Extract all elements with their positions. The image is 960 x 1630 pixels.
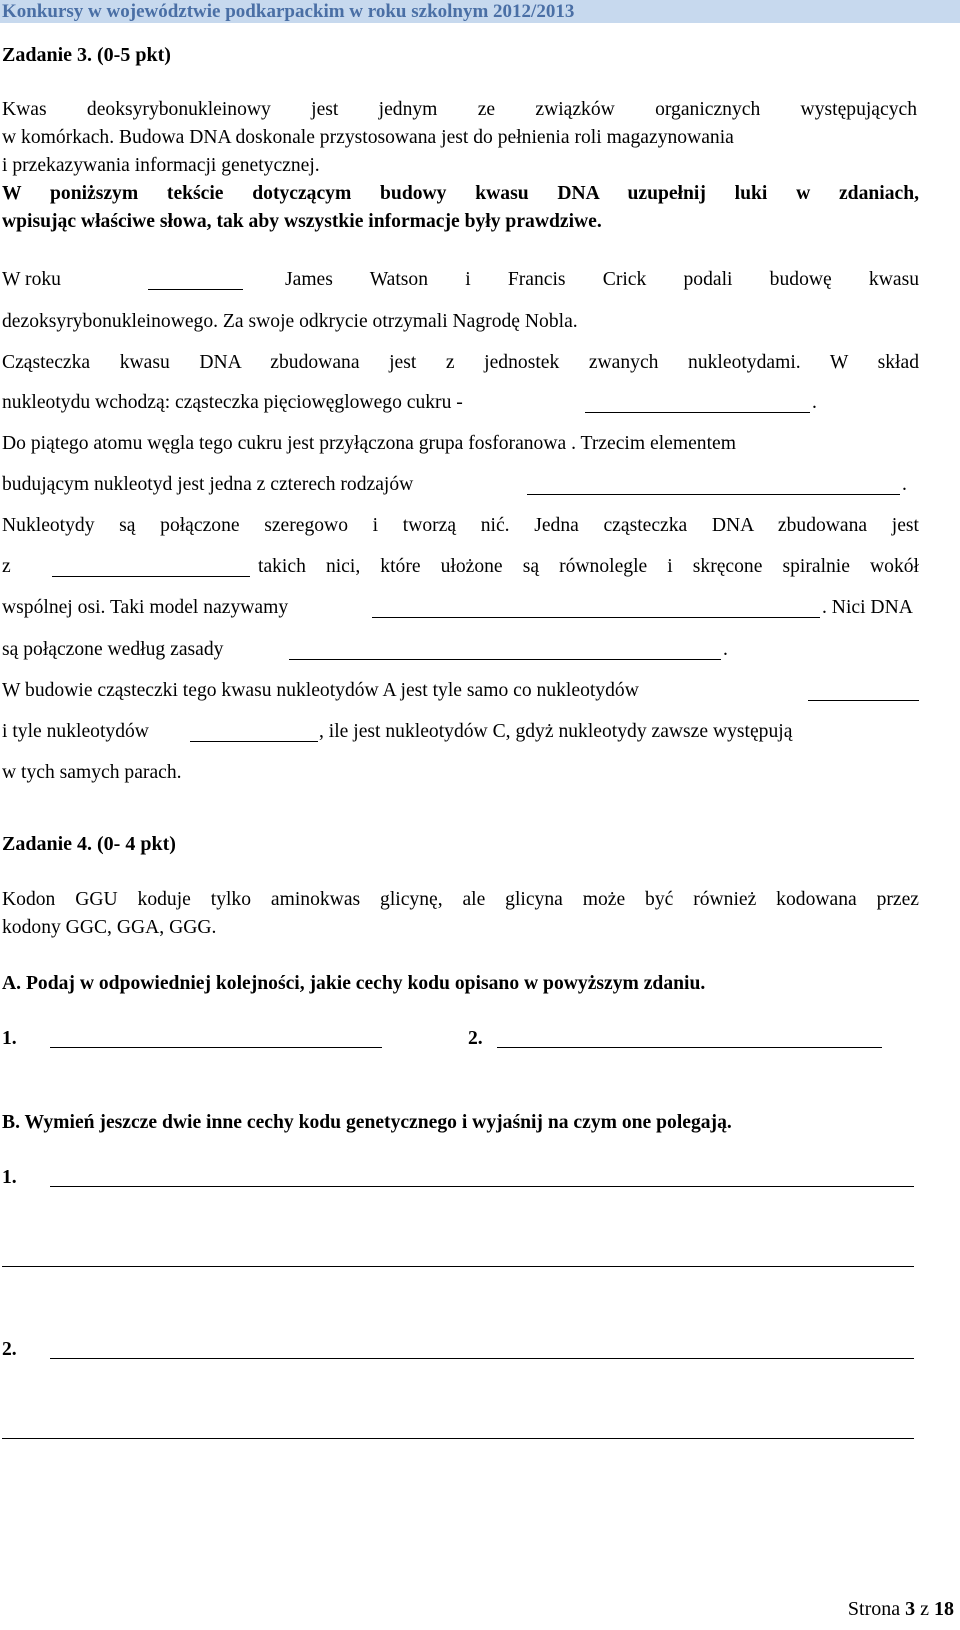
- text-line-3: Cząsteczka kwasu DNA zbudowana jest z jednostek zwanych nukleotydami. W skład: [2, 352, 919, 373]
- text-line-9a: wspólnej osi. Taki model nazywamy: [2, 597, 289, 618]
- blank-model[interactable]: [372, 617, 820, 618]
- text-line-2: dezoksyrybonukleinowego. Za swoje odkrycie otrzymali Nagrodę Nobla.: [2, 311, 578, 332]
- part-a-number-1: 1.: [2, 1028, 17, 1049]
- text-line-12b: , ile jest nukleotydów C, gdyż nukleotydy zawsze występują: [319, 721, 793, 742]
- text-line-10b: .: [723, 639, 728, 660]
- text-line-4a: nukleotydu wchodzą: cząsteczka pięciowęglowego cukru -: [2, 392, 463, 413]
- answer-b-2-line-1[interactable]: [50, 1358, 914, 1359]
- blank-nucleotide-2[interactable]: [190, 741, 318, 742]
- text-line-8a: z: [2, 556, 11, 577]
- text-line-10a: są połączone według zasady: [2, 639, 224, 660]
- text-line-8b: takich nici, które ułożone są równolegle i skręcone spiralnie wokół: [258, 556, 919, 577]
- blank-bases[interactable]: [527, 494, 900, 495]
- task4-part-b: B. Wymień jeszcze dwie inne cechy kodu genetycznego i wyjaśnij na czym one polegają.: [2, 1112, 732, 1133]
- task3-intro-line-1: Kwas deoksyrybonukleinowy jest jednym ze związków organicznych występujących: [2, 99, 917, 120]
- part-b-number-1: 1.: [2, 1167, 17, 1188]
- task4-intro-line-2: kodony GGC, GGA, GGG.: [2, 917, 217, 938]
- text-line-1b: James Watson i Francis Crick podali budowę kwasu: [285, 269, 919, 290]
- text-line-11: W budowie cząsteczki tego kwasu nukleotydów A jest tyle samo co nukleotydów: [2, 680, 639, 701]
- task3-instruction-line-1: W poniższym tekście dotyczącym budowy kwasu DNA uzupełnij luki w zdaniach,: [2, 183, 919, 204]
- answer-b-2-line-2[interactable]: [2, 1438, 914, 1439]
- task4-title: Zadanie 4. (0- 4 pkt): [2, 833, 176, 855]
- footer-label: Strona: [847, 1598, 901, 1620]
- text-line-4b: .: [812, 392, 817, 413]
- blank-nucleotide-1[interactable]: [808, 700, 919, 701]
- text-line-13: w tych samych parach.: [2, 762, 182, 783]
- text-line-6b: .: [902, 474, 907, 495]
- part-a-number-2: 2.: [468, 1028, 483, 1049]
- text-line-5: Do piątego atomu węgla tego cukru jest przyłączona grupa fosforanowa . Trzecim elementem: [2, 433, 736, 454]
- footer-of: z: [920, 1598, 929, 1620]
- text-line-1a: W roku: [2, 269, 61, 290]
- text-line-9b: . Nici DNA: [822, 597, 913, 618]
- task3-intro-line-2: w komórkach. Budowa DNA doskonale przystosowana jest do pełnienia roli magazynowania: [2, 127, 734, 148]
- task3-title: Zadanie 3. (0-5 pkt): [2, 44, 171, 66]
- task3-intro-line-3: i przekazywania informacji genetycznej.: [2, 155, 320, 176]
- blank-sugar[interactable]: [585, 412, 810, 413]
- header-text: Konkursy w województwie podkarpackim w roku szkolnym 2012/2013: [2, 1, 575, 22]
- text-line-6a: budującym nukleotyd jest jedna z czterech rodzajów: [2, 474, 414, 495]
- blank-strands[interactable]: [52, 576, 250, 577]
- part-b-number-2: 2.: [2, 1339, 17, 1360]
- footer-total: 18: [934, 1598, 954, 1620]
- answer-b-1-line-2[interactable]: [2, 1266, 914, 1267]
- task4-intro-line-1: Kodon GGU koduje tylko aminokwas glicynę, ale glicyna może być również kodowana przez: [2, 889, 919, 910]
- answer-a-1[interactable]: [50, 1047, 382, 1048]
- text-line-7: Nukleotydy są połączone szeregowo i tworzą nić. Jedna cząsteczka DNA zbudowana jest: [2, 515, 919, 536]
- task4-part-a: A. Podaj w odpowiedniej kolejności, jakie cechy kodu opisano w powyższym zdaniu.: [2, 973, 706, 994]
- page-header: [0, 0, 960, 23]
- task3-instruction-line-2: wpisując właściwe słowa, tak aby wszystkie informacje były prawdziwe.: [2, 211, 602, 232]
- footer-current: 3: [905, 1598, 916, 1620]
- answer-a-2[interactable]: [497, 1047, 882, 1048]
- text-line-12a: i tyle nukleotydów: [2, 721, 149, 742]
- page-number: [848, 1598, 954, 1621]
- blank-year[interactable]: [148, 289, 243, 290]
- answer-b-1-line-1[interactable]: [50, 1186, 914, 1187]
- blank-rule[interactable]: [289, 659, 721, 660]
